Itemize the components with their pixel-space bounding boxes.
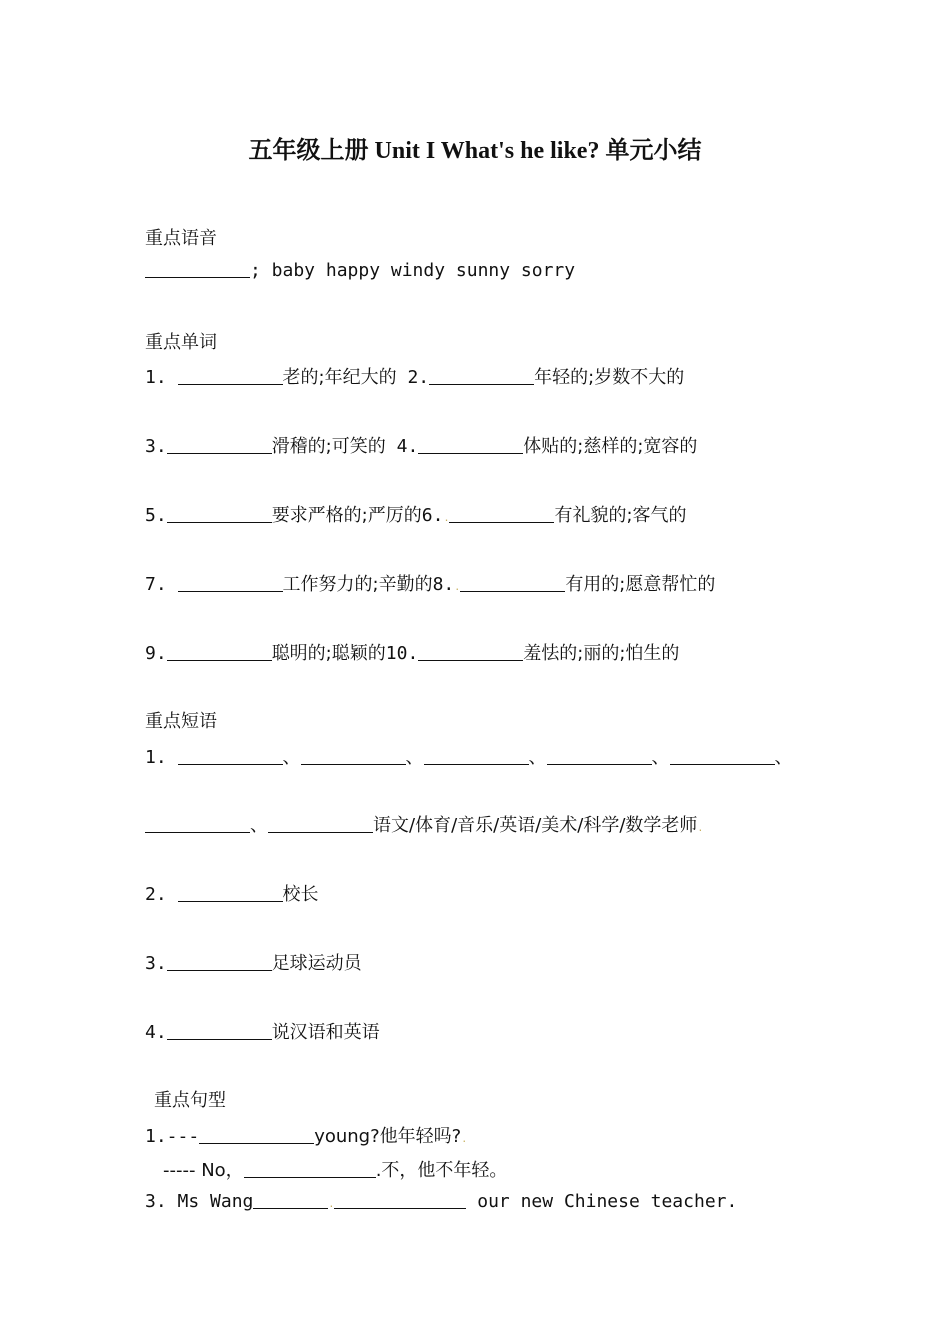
answer-blank[interactable] — [178, 900, 283, 902]
phrase-row-1b: 、 语文/体育/音乐/英语/美术/科学/数学老师. — [145, 811, 703, 837]
answer-blank[interactable] — [301, 763, 406, 765]
word-row-5: 9. 聪明的;聪颖的10. 羞怯的;丽的;怕生的 — [145, 643, 680, 664]
answer-blank[interactable] — [253, 1207, 328, 1209]
word-row-3: 5. 要求严格的;严厉的6.. 有礼貌的;客气的 — [145, 505, 687, 526]
answer-blank[interactable] — [145, 831, 250, 833]
phrase-row-1a: 1. 、 、 、 、 、 — [145, 747, 793, 768]
phrase-row-4: 4. 说汉语和英语 — [145, 1022, 380, 1043]
answer-blank[interactable] — [334, 1207, 466, 1209]
word-row-2: 3. 滑稽的;可笑的 4. 体贴的;慈样的;宽容的 — [145, 436, 698, 457]
answer-blank[interactable] — [418, 659, 523, 661]
answer-blank[interactable] — [449, 521, 554, 523]
answer-blank[interactable] — [460, 590, 565, 592]
section-heading-pronunciation: 重点语音 — [145, 228, 217, 249]
answer-blank[interactable] — [268, 831, 373, 833]
answer-blank[interactable] — [424, 763, 529, 765]
pronunciation-line — [145, 260, 575, 281]
answer-blank[interactable] — [178, 383, 283, 385]
section-heading-sentences: 重点句型 — [154, 1090, 226, 1111]
answer-blank[interactable] — [178, 590, 283, 592]
sentence-row-2: ----- No， .不，他不年轻。 — [163, 1160, 508, 1181]
word-row-1: 1. 老的;年纪大的 2. 年轻的;岁数不大的 — [145, 367, 685, 388]
sentence-row-1: 1.--- young?他年轻吗?. — [145, 1126, 468, 1147]
section-heading-words: 重点单词 — [145, 332, 217, 353]
answer-blank[interactable] — [167, 521, 272, 523]
answer-blank[interactable] — [167, 452, 272, 454]
answer-blank[interactable] — [670, 763, 775, 765]
answer-blank[interactable] — [167, 969, 272, 971]
answer-blank[interactable] — [167, 659, 272, 661]
answer-blank[interactable] — [199, 1142, 314, 1144]
answer-blank[interactable] — [429, 383, 534, 385]
answer-blank[interactable] — [145, 276, 250, 278]
answer-blank[interactable] — [244, 1176, 376, 1178]
pronunciation-words: ; baby happy windy sunny sorry — [250, 260, 576, 281]
section-heading-phrases: 重点短语 — [145, 711, 217, 732]
answer-blank[interactable] — [178, 763, 283, 765]
answer-blank[interactable] — [547, 763, 652, 765]
phrase-row-3: 3. 足球运动员 — [145, 953, 362, 974]
sentence-row-3: 3. Ms Wang . our new Chinese teacher. — [145, 1191, 738, 1212]
answer-blank[interactable] — [167, 1038, 272, 1040]
phrase-row-2: 2. 校长 — [145, 884, 319, 905]
page-title: 五年级上册 Unit I What's he like? 单元小结 — [248, 138, 702, 164]
answer-blank[interactable] — [418, 452, 523, 454]
word-row-4: 7. 工作努力的;辛勤的8.. 有用的;愿意帮忙的 — [145, 574, 716, 595]
